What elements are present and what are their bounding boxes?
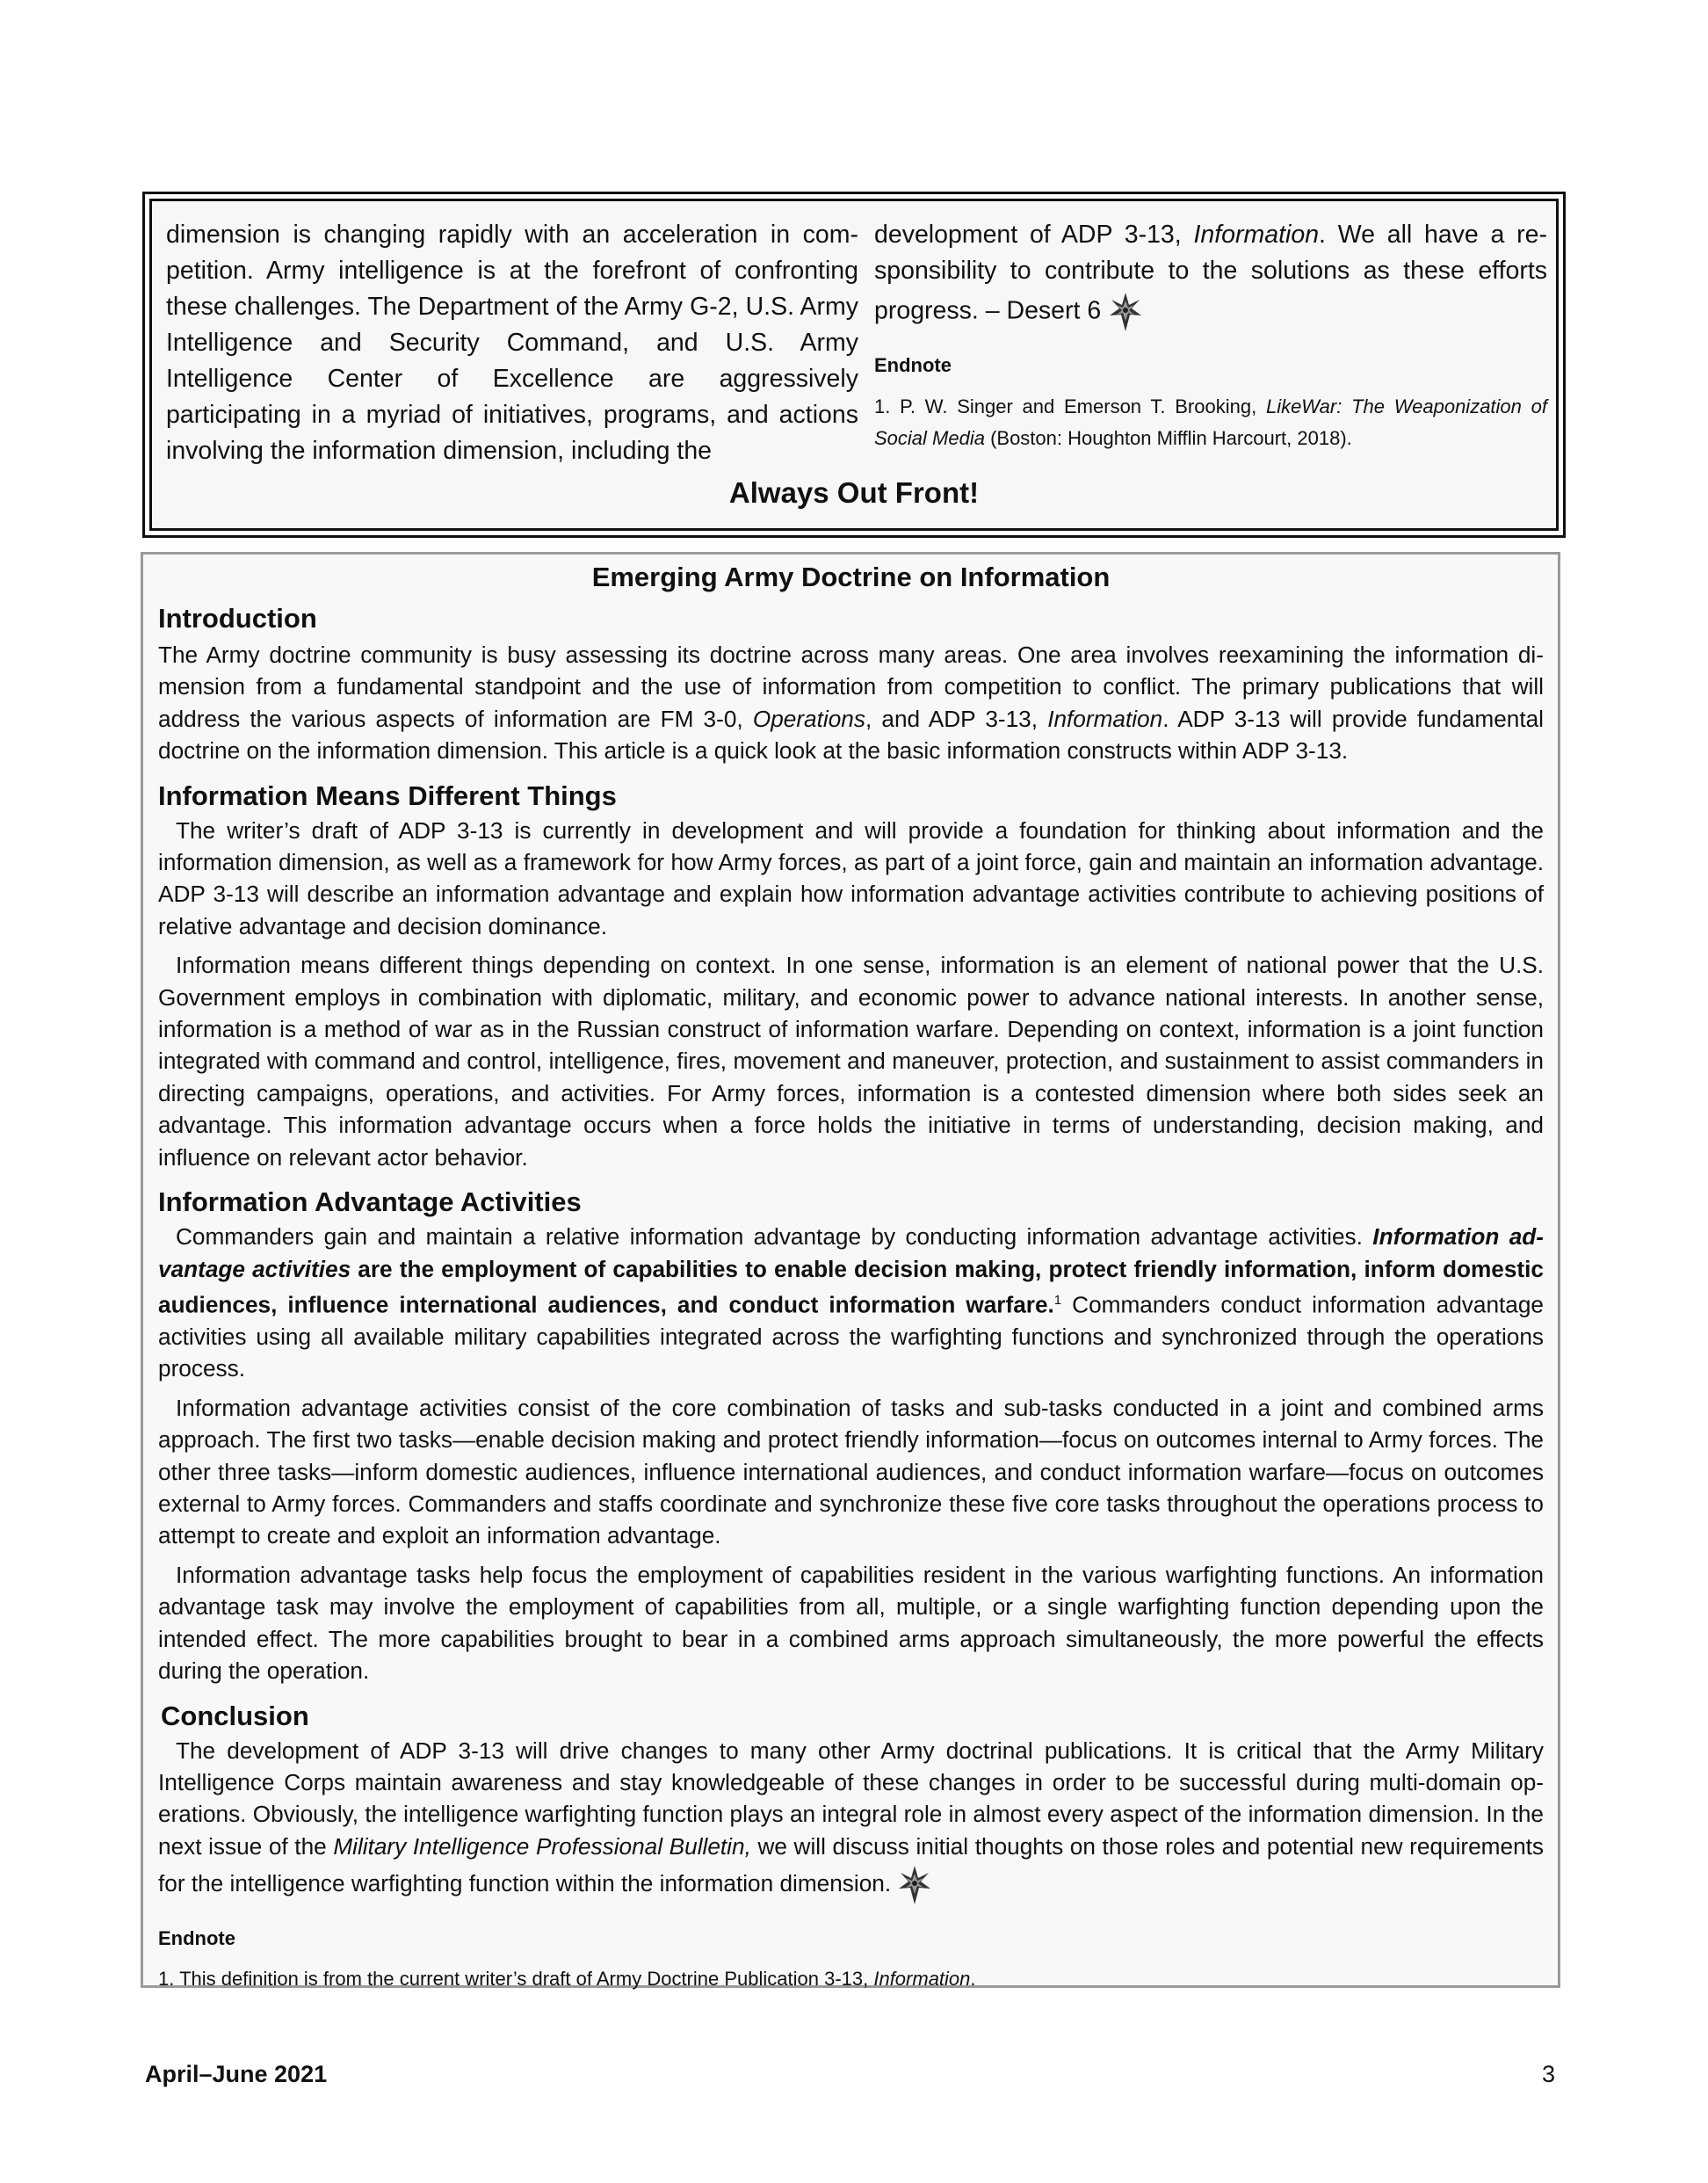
endnote-post: (Boston: Houghton Mifflin Harcourt, 2018). (984, 427, 1352, 449)
endnote-pre: 1. P. W. Singer and Emerson T. Brooking, (874, 395, 1266, 417)
desert-6-column-inner (149, 199, 1559, 531)
closing-text-italic: Information (1193, 221, 1320, 249)
activities-p1-term: Information advantage activities (158, 1223, 1545, 1282)
activities-p1-pre: Commanders gain and maintain a relative information advantage by conducting information advantage activities. (176, 1223, 1373, 1251)
activities-p1-definition: are the employment of capabilities to enable decision making, protect friendly information, inform domestic audiences, influence international audiences, and conduct information warfare. (158, 1255, 1544, 1318)
intro-italic-information: Information (1047, 705, 1163, 732)
intro-text-mid: , and ADP 3-13, (865, 705, 1048, 732)
article-endnote-heading: Endnote (158, 1927, 235, 1950)
activities-paragraph-1 (158, 1221, 1544, 1385)
activities-p1-post: Commanders conduct information advantage activities using all available military capabilities integrated across the warfighting functions and synchronized through the operations process. (158, 1291, 1544, 1382)
section-heading-information-means: Information Means Different Things (158, 780, 617, 811)
section-heading-information-advantage-activities: Information Advantage Activities (158, 1186, 582, 1218)
section-heading-introduction: Introduction (158, 603, 317, 634)
information-means-paragraph-2: Information means different things depending on context. In one sense, information is an element of national power that the U.S. Government employs in combination with diplomatic, military, and economic power to advance national interests. In another sense, information is a method of war as in the Russian construct of information warfare. Depending on context, information is a joint function integrated with command and control, intelligence, fires, movement and maneuver, protection, and sustainment to assist commanders in directing campaigns, operations, and activities. For Army forces, information is a contested dimension where both sides seek an advantage. This information advantage occurs when a force holds the initiative in terms of understanding, decision making, and influence on relevant actor behavior. (158, 952, 1544, 1171)
conclusion-text-post: we will discuss initial thoughts on those roles and potential new requirements for the intelligence warfighting function within the information dimension. (158, 1832, 1544, 1897)
desert-6-left-column: dimension is changing rapidly with an acceleration in competition. Army intelligence is at the forefront of confronting these challenges. The Department of the Army G-2, U.S. Army Intelligence and Security Command, and U.S. Army Intelligence Center of Excellence are aggressively participating in a myriad of initiatives, programs, and actions involving the information dimension, including the (166, 221, 858, 465)
intro-italic-operations: Operations (752, 705, 865, 732)
closing-text-post: . We all have a responsibility to contribute to the solutions as these efforts progress. – Desert 6 (874, 221, 1547, 325)
star-burst-ornament-icon (1108, 289, 1143, 335)
section-heading-conclusion: Conclusion (161, 1700, 309, 1731)
article-endnote-pre: 1. This definition is from the current writer’s draft of Army Doctrine Publication 3-13, (158, 1968, 874, 1991)
activities-paragraph-2: Information advantage activities consist of the core combination of tasks and sub-tasks conducted in a joint and combined arms approach. The first two tasks—enable decision making and protect friendly information—focus on outcomes internal to Army forces. The other three tasks—inform domestic audiences, influence international audiences, and conduct information warfare—focus on outcomes external to Army forces. Commanders and staffs coordinate and synchronize these five core tasks throughout the operations process to attempt to create and exploit an information advantage. (158, 1394, 1544, 1549)
desert-6-closing-paragraph (874, 217, 1547, 335)
page-number: 3 (1542, 2061, 1556, 2087)
desert-6-endnote-heading: Endnote (874, 354, 952, 376)
endnote-italic: LikeWar: The Weaponization of Social Media (874, 395, 1547, 449)
article-title: Emerging Army Doctrine on Information (591, 562, 1111, 592)
desert-6-endnote-text (874, 391, 1547, 454)
introduction-paragraph (158, 639, 1544, 767)
article-body (158, 555, 1544, 1992)
article-endnote-post: . (970, 1968, 976, 1991)
conclusion-italic-bulletin: Military Intelligence Professional Bulletin, (333, 1832, 751, 1860)
activities-paragraph-3: Information advantage tasks help focus the employment of capabilities resident in the various warfighting functions. An information advantage task may involve the employment of capabilities from all, multiple, or a single warfighting function depending upon the intended effect. The more capabilities brought to bear in a combined arms approach simultaneously, the more powerful the effects during the operation. (158, 1561, 1544, 1685)
desert-6-right-column (874, 217, 1547, 454)
conclusion-paragraph (158, 1735, 1544, 1909)
always-out-front-tagline: Always Out Front! (728, 476, 980, 509)
intro-text-post: . ADP 3-13 will provide fundamental doctrine on the information dimension. This article is a quick look at the basic information constructs within ADP 3-13. (158, 705, 1545, 765)
conclusion-text-pre: The development of ADP 3-13 will drive changes to many other Army doctrinal publications. It is critical that the Army Military Intelligence Corps maintain awareness and stay knowledgeable of these changes in order to be successful during multi-domain operations. Obviously, the intelligence warfighting function plays an integral role in almost every aspect of the information dimension. In the next issue of the (158, 1737, 1544, 1860)
issue-date: April–June 2021 (145, 2061, 328, 2087)
article-endnote-italic: Information (873, 1968, 971, 1991)
article-endnote-text (158, 1966, 1544, 1992)
star-burst-ornament-icon (897, 1862, 932, 1908)
information-means-paragraph-1: The writer’s draft of ADP 3-13 is currently in development and will provide a foundation for thinking about information and the information dimension, as well as a framework for how Army forces, as part of a joint force, gain and maintain an information advantage. ADP 3-13 will describe an information advantage and explain how information advantage activities contribute to achieving positions of relative advantage and decision dominance. (158, 816, 1544, 939)
desert-6-column-box (142, 192, 1566, 538)
closing-text-pre: development of ADP 3-13, (874, 221, 1194, 249)
intro-text-pre: The Army doctrine community is busy assessing its doctrine across many areas. One area involves reexamining the information dimension from a fundamental standpoint and the use of information from competition to conflict. The primary publications that will address the various aspects of information are FM 3-0, (158, 642, 1544, 732)
emerging-doctrine-article-box (141, 552, 1560, 1991)
endnote-reference-1: 1 (1053, 1292, 1062, 1308)
